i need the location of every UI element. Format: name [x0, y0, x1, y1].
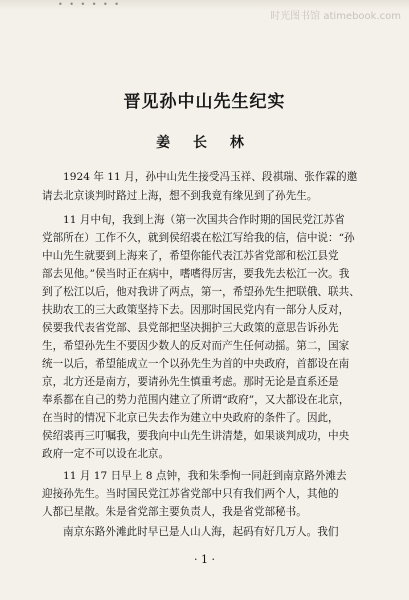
- article-title: 晋见孙中山先生纪实: [123, 92, 286, 112]
- body-line: 生，希望孙先生不要因少数人的反对而产生任何动摇。第二，国家: [42, 340, 350, 352]
- body-line: 请去北京谈判时路过上海，想不到我竟有缘见到了孙先生。: [42, 190, 318, 202]
- body-line: 统一以后，希望能成立一个以孙先生为首的中央政府，首都设在南: [42, 358, 350, 370]
- body-line: 11 月 17 日早上 8 点钟，我和朱季恂一同赶到南京路外滩去: [63, 470, 347, 482]
- body-line: 在当时的情况下北京已失去作为建立中央政府的条件了。因此，: [42, 412, 339, 424]
- body-line: 京，北方还是南方，要请孙先生慎重考虑。那时无论是直系还是: [42, 376, 339, 388]
- body-line: 1924 年 11 月，孙中山先生接受冯玉祥、段祺瑞、张作霖的邀: [63, 171, 358, 183]
- body-line: 人都已星散。朱是省党部主要负责人，我是省党部秘书。: [42, 506, 307, 518]
- body-line: 党部所在）工作不久，就到侯绍裘在松江写给我的信，信中说：“孙: [42, 232, 355, 244]
- body-line: 侯绍裘再三叮嘱我，要我向中山先生讲清楚，如果谈判成功，中央: [42, 430, 350, 442]
- body-line: 迎接孙先生。当时国民党江苏省党部中只有我们两个人，其他的: [42, 488, 339, 500]
- body-line: 到了松江以后，他对我讲了两点，第一，希望孙先生把联俄、联共、: [42, 286, 360, 298]
- article-author: 姜 长 林: [156, 135, 253, 151]
- body-line: 政府一定不可以设在北京。: [42, 448, 170, 460]
- watermark: 时光图书馆 atimebook.com: [270, 11, 401, 22]
- body-line: 侯要我代表省党部、县党部把坚决拥护三大政策的意思告诉孙先: [42, 322, 339, 334]
- body-line: 部去见他。”侯当时正在病中，嗜嗜得厉害，要我先去松江一次。我: [42, 268, 350, 280]
- page-number: · 1 ·: [194, 553, 215, 566]
- body-line: 南京东路外滩此时早已是人山人海，起码有好几万人。我们: [63, 526, 339, 538]
- body-line: 中山先生就要到上海来了，希望你能代表江苏省党部和松江县党: [42, 250, 339, 262]
- body-line: 11 月中旬，我到上海（第一次国共合作时期的国民党江苏省: [63, 214, 345, 226]
- body-line: 奉系都在自己的势力范围内建立了所谓“政府”，又大都设在北京，: [42, 394, 350, 406]
- body-line: 扶助农工的三大政策坚持下去。因那时国民党内有一部分人反对，: [42, 304, 350, 316]
- scan-top-text: • • • • • •: [58, 1, 122, 9]
